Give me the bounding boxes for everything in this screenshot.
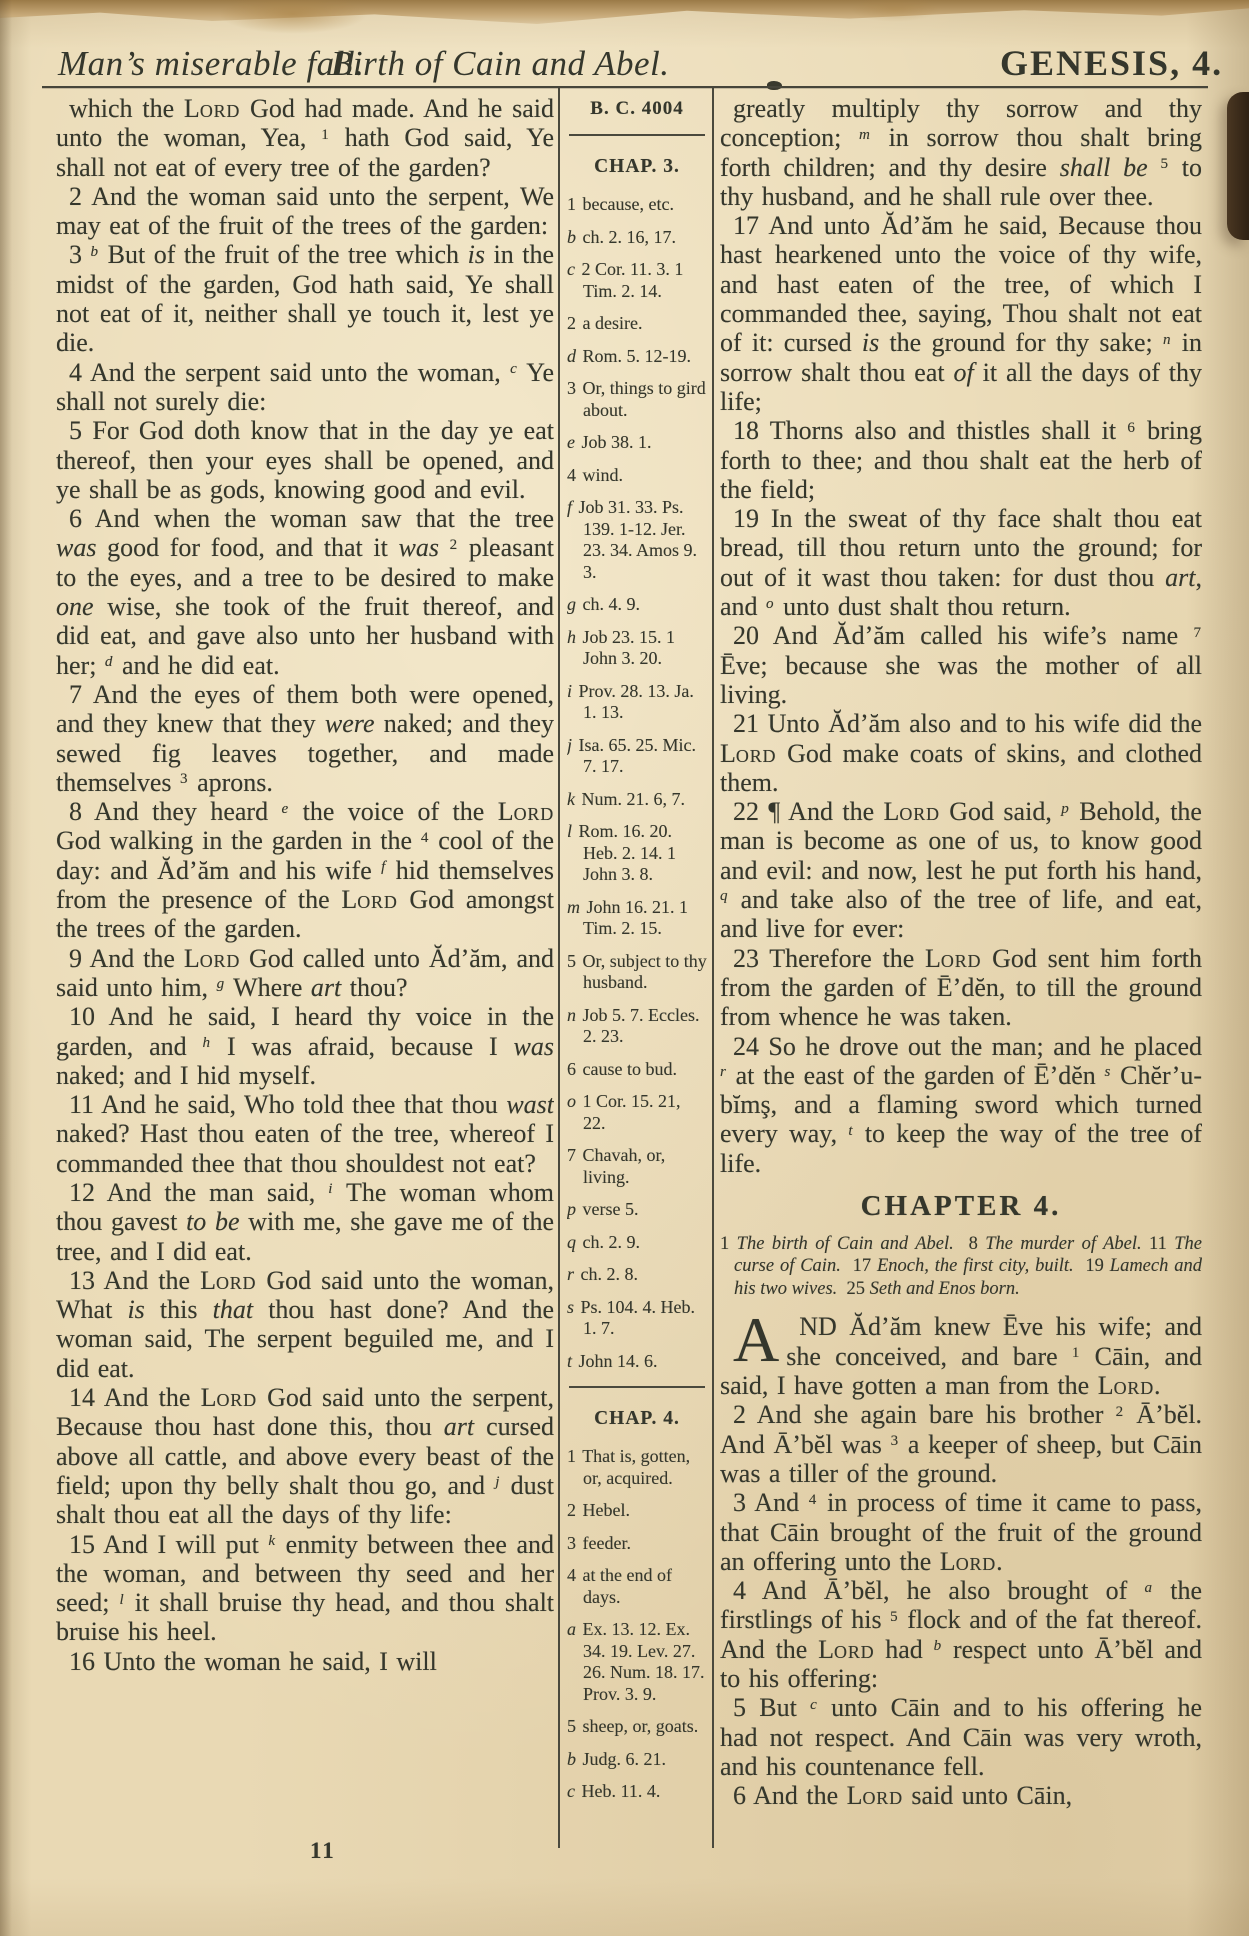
reference-entry (567, 465, 707, 487)
reference-text: Ps. 104. 4. Heb. 1. 7. (580, 1296, 696, 1338)
reference-text: ch. 4. 9. (582, 594, 640, 614)
reference-key: 5 (567, 1716, 576, 1736)
reference-text: That is, gotten, or, acquired. (582, 1446, 691, 1488)
reference-entry (567, 1749, 707, 1771)
reference-key: 1 (567, 194, 576, 214)
reference-key: s (567, 1296, 575, 1317)
reference-entry (567, 227, 707, 249)
reference-text: Judg. 6. 21. (582, 1748, 667, 1769)
verse-paragraph: 5 But $^c$ unto Cāin and to his offering he had not respect. And Cāin was very wroth, and his countenance fell. (720, 1693, 1202, 1781)
reference-divider (569, 1386, 705, 1388)
reference-key: t (567, 1350, 573, 1371)
reference-entry (567, 1500, 707, 1522)
verse-paragraph: 6 And when the woman saw that the tree was good for food, and that it was $^2$ pleasant to the eyes, and a tree to be desired to make one wise, she took of the fruit thereof, and did eat, and gave also unto her husband with her; $^d$ and he did eat. (56, 504, 554, 680)
reference-text: Rom. 5. 12-19. (582, 345, 692, 366)
reference-entry (567, 1199, 707, 1221)
reference-entry (567, 1446, 707, 1489)
reference-key: r (567, 1264, 575, 1284)
reference-text: Or, subject to thy husband. (582, 950, 707, 992)
header-rule (42, 86, 1208, 88)
reference-text: feeder. (582, 1532, 631, 1553)
reference-key: b (567, 1748, 576, 1769)
reference-entry (567, 789, 707, 811)
reference-text: Job 38. 1. (581, 432, 652, 452)
reference-entry (567, 594, 707, 616)
reference-key: f (567, 497, 573, 517)
verse-paragraph: 7 And the eyes of them both were opened, and they knew that they were naked; and they sewed fig leaves together, and made themselves $^3$ aprons. (56, 679, 554, 797)
bc-date: B. C. 4004 (590, 98, 684, 119)
reference-entry (567, 432, 707, 454)
reference-text: Job 31. 33. Ps. 139. 1-12. Jer. 23. 34. Amos 9. 3. (578, 497, 698, 582)
right-column-verses-chap3 (720, 94, 1202, 1178)
right-column-verses-chap4 (720, 1400, 1202, 1810)
reference-text: sheep, or, goats. (582, 1716, 699, 1736)
reference-text: Num. 21. 6, 7. (581, 788, 685, 809)
reference-key: k (567, 788, 575, 809)
chap4-reference-heading: CHAP. 4. (594, 1408, 680, 1429)
reference-entry (567, 1232, 707, 1254)
reference-entry (567, 627, 707, 670)
reference-key: 4 (567, 464, 576, 485)
reference-key: h (567, 626, 576, 647)
reference-entry (567, 897, 707, 940)
column-rule-right (712, 88, 714, 1848)
reference-key: c (567, 1781, 575, 1801)
verse-paragraph: 21 Unto Ăd’ăm also and to his wife did the Lord God make coats of skins, and clothed them. (720, 709, 1202, 797)
reference-text: at the end of days. (582, 1565, 672, 1607)
chap3-reference-list (567, 194, 707, 1372)
verse-paragraph: which the Lord God had made. And he said unto the woman, Yea, $^1$ hath God said, Ye shall not eat of every tree of the garden? (56, 94, 554, 182)
reference-entry (567, 1716, 707, 1738)
chap3-reference-heading: CHAP. 3. (594, 156, 680, 177)
reference-key: q (567, 1231, 576, 1252)
verse-paragraph: 22 ¶ And the Lord God said, $^p$ Behold, the man is become as one of us, to know good and evil: and now, lest he put forth his hand, $^q$ and take also of the tree of life, and eat, and live for ever: (720, 797, 1202, 944)
verse-paragraph: 13 And the Lord God said unto the woman, What is this that thou hast done? And the woman said, The serpent beguiled me, and I did eat. (56, 1265, 554, 1383)
verse-paragraph: 16 Unto the woman he said, I will (69, 1646, 437, 1676)
verse-paragraph: 11 And he said, Who told thee that thou wast naked? Hast thou eaten of the tree, whereof I commanded thee that thou shouldest not eat? (56, 1090, 554, 1178)
reference-key: j (567, 734, 573, 755)
cross-reference-column (567, 94, 707, 1850)
reference-entry (567, 1091, 707, 1134)
reference-entry (567, 1619, 707, 1705)
verse-paragraph: 24 So he drove out the man; and he placed $^r$ at the east of the garden of Ē’dĕn $^s$ Chĕr’u-bĭmş, and a flaming sword which turned every way, $^t$ to keep the way of the tree of life. (720, 1031, 1202, 1178)
reference-key: i (567, 680, 573, 701)
page-number: 11 (310, 1838, 336, 1863)
page-curl-shadow (1227, 92, 1249, 240)
reference-divider (569, 134, 705, 136)
reference-key: l (567, 821, 573, 841)
reference-key: c (567, 259, 575, 279)
reference-text: John 16. 21. 1 Tim. 2. 15. (583, 896, 689, 938)
drop-cap-letter: A (733, 1304, 780, 1376)
reference-key: 7 (567, 1145, 576, 1165)
reference-entry (567, 497, 707, 583)
reference-key: g (567, 594, 576, 614)
reference-text: Ex. 13. 12. Ex. 34. 19. Lev. 27. 26. Num. 18. 17. Prov. 3. 9. (582, 1619, 705, 1704)
reference-text: Chavah, or, living. (582, 1145, 666, 1187)
verse-paragraph: 4 And the serpent said unto the woman, $^c$ Ye shall not surely die: (56, 357, 554, 416)
reference-text: wind. (582, 464, 623, 485)
verse-paragraph: 2 And the woman said unto the serpent, We may eat of the fruit of the trees of the garden: (56, 181, 554, 241)
reference-text: ch. 2. 8. (580, 1264, 639, 1284)
reference-key: e (567, 432, 575, 452)
reference-text: Prov. 28. 13. Ja. 1. 13. (578, 680, 694, 722)
reference-key: 4 (567, 1565, 576, 1585)
reference-text: Job 23. 15. 1 John 3. 20. (582, 626, 676, 668)
reference-entry (567, 1297, 707, 1340)
reference-entry (567, 1059, 707, 1081)
verse-paragraph: 23 Therefore the Lord God sent him forth from the garden of Ē’dĕn, to till the ground from whence he was taken. (720, 943, 1202, 1032)
verse-paragraph: 8 And they heard $^e$ the voice of the Lord God walking in the garden in the $^4$ cool of the day: and Ăd’ăm and his wife $^f$ hid themselves from the presence of the Lord God amongst the trees of the garden. (56, 797, 554, 944)
left-column-verses (56, 94, 554, 1676)
verse-paragraph: 15 And I will put $^k$ enmity between thee and the woman, and between thy seed and her seed; $^l$ it shall bruise thy head, and thou shalt bruise his heel. (56, 1529, 554, 1647)
reference-text: a desire. (582, 313, 643, 333)
reference-key: p (567, 1199, 576, 1219)
column-rule-left (558, 88, 560, 1848)
verse-paragraph: 2 And she again bare his brother $^2$ Ā’bĕl. And Ā’bĕl was $^3$ a keeper of sheep, but Cāin was a tiller of the ground. (720, 1400, 1202, 1488)
verse-paragraph: 19 In the sweat of thy face shalt thou eat bread, till thou return unto the ground; for out of it wast thou taken: for dust thou art, and $^o$ unto dust shalt thou return. (720, 504, 1202, 622)
reference-entry (567, 1351, 707, 1373)
reference-entry (567, 259, 707, 302)
reference-text: because, etc. (582, 194, 674, 214)
reference-text: 2 Cor. 11. 3. 1 Tim. 2. 14. (581, 259, 684, 301)
reference-key: m (567, 896, 580, 917)
reference-key: 5 (567, 950, 576, 971)
reference-key: a (567, 1619, 576, 1639)
reference-key: b (567, 226, 576, 247)
reference-entry (567, 1145, 707, 1188)
reference-key: n (567, 1004, 576, 1025)
reference-text: ch. 2. 16, 17. (582, 226, 676, 247)
chapter-4-heading: CHAPTER 4. (860, 1189, 1062, 1222)
reference-entry (567, 821, 707, 886)
reference-entry (567, 1781, 707, 1803)
chapter-4-summary: 1 The birth of Cain and Abel. 8 The murder of Abel. 11 The curse of Cain. 17 Enoch, the first city, built. 19 Lamech and his two wives. 25 Seth and Enos born. (720, 1233, 1202, 1299)
reference-text: Rom. 16. 20. Heb. 2. 14. 1 John 3. 8. (578, 821, 676, 884)
verse-paragraph: 3 $^b$ But of the fruit of the tree which is in the midst of the garden, God hath said, Ye shall not eat of it, neither shall ye touch it, lest ye die. (56, 240, 554, 358)
verse-paragraph: 18 Thorns also and thistles shall it $^6$ bring forth to thee; and thou shalt eat the herb of the field; (720, 416, 1202, 504)
reference-entry (567, 194, 707, 216)
reference-key: d (567, 345, 576, 366)
reference-text: Heb. 11. 4. (581, 1781, 661, 1801)
reference-entry (567, 1264, 707, 1286)
reference-key: 1 (567, 1446, 576, 1466)
reference-entry (567, 1565, 707, 1608)
reference-text: Hebel. (582, 1500, 630, 1520)
reference-entry (567, 951, 707, 994)
reference-text: Isa. 65. 25. Mic. 7. 17. (578, 734, 696, 776)
reference-text: Job 5. 7. Eccles. 2. 23. (582, 1004, 700, 1046)
verse-paragraph: 3 And $^4$ in process of time it came to pass, that Cāin brought of the fruit of the ground an offering unto the Lord. (720, 1488, 1202, 1576)
reference-entry (567, 1005, 707, 1048)
reference-key: 3 (567, 1532, 576, 1553)
reference-text: ch. 2. 9. (582, 1231, 640, 1252)
paper-stain (218, 0, 368, 34)
reference-entry (567, 735, 707, 778)
verse-paragraph: 14 And the Lord God said unto the serpent, Because thou hast done this, thou art cursed above all cattle, and above every beast of the field; upon thy belly shalt thou go, and $^j$ dust shalt thou eat all the days of thy life: (56, 1383, 554, 1530)
reference-key: 2 (567, 313, 576, 333)
verse-paragraph: 17 And unto Ăd’ăm he said, Because thou hast hearkened unto the voice of thy wife, and hast eaten of the tree, of which I commanded thee, saying, Thou shalt not eat of it: cursed is the ground for thy sake; $^n$ in sorrow shalt thou eat of it all the days of thy life; (720, 211, 1202, 416)
verse-paragraph: 20 And Ăd’ăm called his wife’s name $^7$ Ēve; because she was the mother of all living. (720, 621, 1202, 709)
reference-entry (567, 378, 707, 421)
reference-text: John 14. 6. (578, 1350, 658, 1371)
paper-stain (850, 0, 940, 22)
verse-1-text: ND Ăd’ăm knew Ēve his wife; and she conceived, and bare $^1$ Cāin, and said, I have gotten a man from the Lord. (720, 1312, 1202, 1401)
verse-paragraph: 4 And Ā’bĕl, he also brought of $^a$ the firstlings of his $^5$ flock and of the fat thereof. And the Lord had $^b$ respect unto Ā’bĕl and to his offering: (720, 1576, 1202, 1694)
verse-paragraph: 6 And the Lord said unto Cāin, (733, 1781, 1073, 1811)
verse-paragraph: 10 And he said, I heard thy voice in the garden, and $^h$ I was afraid, because I was naked; and I hid myself. (56, 1002, 554, 1090)
right-text-column (720, 94, 1202, 1854)
reference-text: cause to bud. (582, 1058, 677, 1079)
running-head-left: Man’s miserable fall. (58, 44, 365, 83)
chap4-reference-list (567, 1446, 707, 1803)
left-text-column (56, 94, 554, 1854)
reference-entry (567, 313, 707, 335)
verse-paragraph: greatly multiply thy sorrow and thy conception; $^m$ in sorrow thou shalt bring forth children; and thy desire shall be $^5$ to thy husband, and he shall rule over thee. (720, 94, 1202, 211)
running-head-center: Birth of Cain and Abel. (331, 44, 670, 83)
gutter-shadow (0, 0, 12, 1936)
reference-text: Or, things to gird about. (582, 378, 706, 420)
running-head-book-chapter: GENESIS, 4. (1000, 43, 1224, 83)
reference-text: 1 Cor. 15. 21, 22. (582, 1091, 681, 1133)
reference-key: 6 (567, 1058, 576, 1079)
reference-entry (567, 681, 707, 724)
reference-entry (567, 1533, 707, 1555)
reference-key: 2 (567, 1500, 576, 1520)
verse-paragraph: 9 And the Lord God called unto Ăd’ăm, and said unto him, $^g$ Where art thou? (56, 943, 554, 1002)
verse-paragraph: 5 For God doth know that in the day ye eat thereof, then your eyes shall be opened, and ye shall be as gods, knowing good and evil. (56, 416, 554, 504)
reference-entry (567, 346, 707, 368)
torn-paper-edge (0, 0, 1249, 30)
reference-text: verse 5. (582, 1199, 639, 1219)
reference-key: o (567, 1091, 576, 1111)
verse-paragraph: 12 And the man said, $^i$ The woman whom thou gavest to be with me, she gave me of the tree, and I did eat. (56, 1177, 554, 1266)
reference-key: 3 (567, 378, 576, 398)
verse-paragraph-dropcap (720, 1304, 1202, 1401)
